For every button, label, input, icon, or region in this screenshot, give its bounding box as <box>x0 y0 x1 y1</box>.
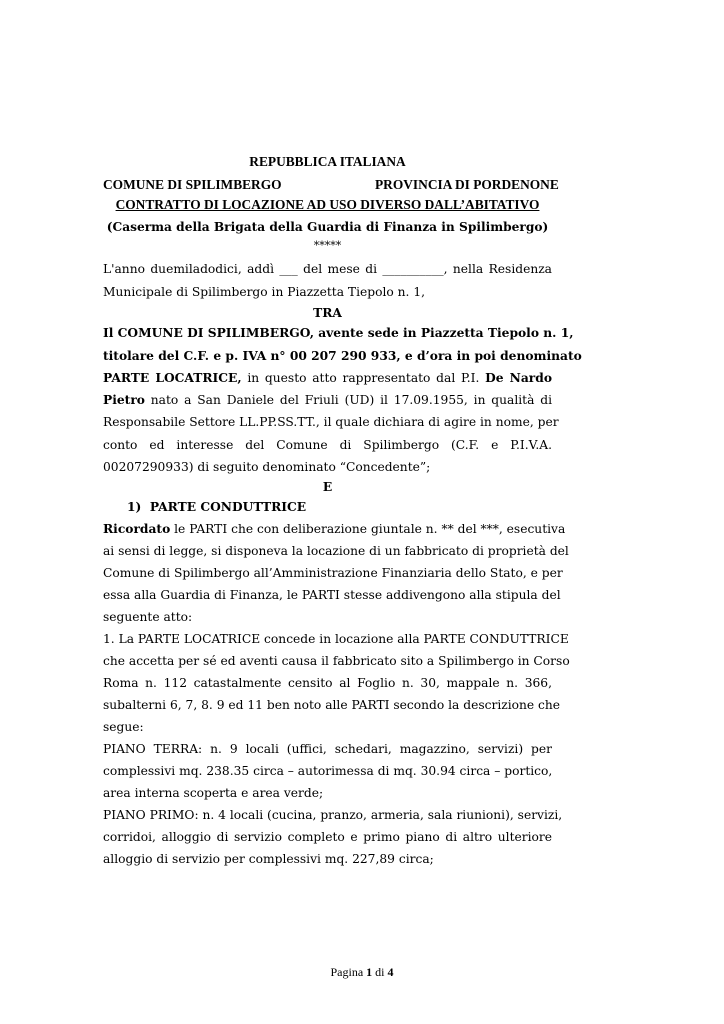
locatrice-line-3: PARTE LOCATRICE, in questo atto rappresentato dal P.I. De Nardo <box>103 370 552 385</box>
piano-primo-line-2: corridoi, alloggio di servizio completo e primo piano di altro ulteriore <box>103 830 552 844</box>
ricordato-line-5: seguente atto: <box>103 610 193 624</box>
comune-heading: COMUNE DI SPILIMBERGO <box>103 177 282 192</box>
contract-subtitle: (Caserma della Brigata della Guardia di Finanza in Spilimbergo) <box>106 220 549 234</box>
page-total: 4 <box>387 965 394 979</box>
locatrice-line-5: Responsabile Settore LL.PP.SS.TT., il quale dichiara di agire in nome, per <box>103 415 559 429</box>
representative-name: De Nardo <box>485 370 552 385</box>
art1-line-1: 1. La PARTE LOCATRICE concede in locazione alla PARTE CONDUTTRICE <box>103 632 569 646</box>
ricordato-lead: Ricordato <box>103 521 171 536</box>
contract-title: CONTRATTO DI LOCAZIONE AD USO DIVERSO DALL’ABITATIVO <box>115 197 540 212</box>
conduttrice-heading: 1) PARTE CONDUTTRICE <box>127 499 307 514</box>
ricordato-line-1: Ricordato le PARTI che con deliberazione giuntale n. ** del ***, esecutiva <box>103 521 566 536</box>
ricordato-line-3: Comune di Spilimbergo all’Amministrazione Finanziaria dello Stato, e per <box>103 566 563 580</box>
piano-primo-line-3: alloggio di servizio per complessivi mq. 227,89 circa; <box>103 852 434 866</box>
piano-primo-line-1: PIANO PRIMO: n. 4 locali (cucina, pranzo, armeria, sala riunioni), servizi, <box>103 808 563 822</box>
ricordato-line-2: ai sensi di legge, si disponeva la locazione di un fabbricato di proprietà del <box>103 544 569 558</box>
intro-line-1: L'anno duemiladodici, addì ___ del mese di __________, nella Residenza <box>103 262 552 276</box>
page-of: di <box>375 965 385 979</box>
intro-line-2: Municipale di Spilimbergo in Piazzetta Tiepolo n. 1, <box>103 285 426 299</box>
page-label: Pagina <box>330 965 364 979</box>
locatrice-line-7: 00207290933) di seguito denominato “Concedente”; <box>103 460 431 474</box>
e-heading: E <box>322 479 333 494</box>
art1-line-3: Roma n. 112 catastalmente censito al Foglio n. 30, mappale n. 366, <box>103 676 552 690</box>
piano-terra-line-3: area interna scoperta e area verde; <box>103 786 324 800</box>
page-number: 1 <box>366 965 373 979</box>
art1-line-2: che accetta per sé ed aventi causa il fabbricato sito a Spilimbergo in Corso <box>103 654 570 668</box>
parte-locatrice-label: PARTE LOCATRICE, <box>103 370 242 385</box>
locatrice-line-4: Pietro nato a San Daniele del Friuli (UD) il 17.09.1955, in qualità di <box>103 392 552 407</box>
separator: ***** <box>313 239 342 252</box>
tra-heading: TRA <box>313 305 342 320</box>
ricordato-line-4: essa alla Guardia di Finanza, le PARTI stesse addivengono alla stipula del <box>103 588 561 602</box>
representative-firstname: Pietro <box>103 392 145 407</box>
provincia-heading: PROVINCIA DI PORDENONE <box>375 177 559 192</box>
piano-terra-line-1: PIANO TERRA: n. 9 locali (uffici, schedari, magazzino, servizi) per <box>103 742 552 756</box>
art1-line-5: segue: <box>103 720 144 734</box>
piano-terra-line-2: complessivi mq. 238.35 circa – autorimessa di mq. 30.94 circa – portico, <box>103 764 553 778</box>
art1-line-4: subalterni 6, 7, 8. 9 ed 11 ben noto alle PARTI secondo la descrizione che <box>103 698 561 712</box>
locatrice-line-2: titolare del C.F. e p. IVA n° 00 207 290 933, e d’ora in poi denominato <box>103 348 582 363</box>
locatrice-line-6: conto ed interesse del Comune di Spilimbergo (C.F. e P.I.V.A. <box>103 438 552 452</box>
locatrice-line-1: Il COMUNE DI SPILIMBERGO, avente sede in Piazzetta Tiepolo n. 1, <box>103 325 574 340</box>
republic-heading: REPUBBLICA ITALIANA <box>249 154 406 169</box>
page-footer <box>0 965 724 980</box>
